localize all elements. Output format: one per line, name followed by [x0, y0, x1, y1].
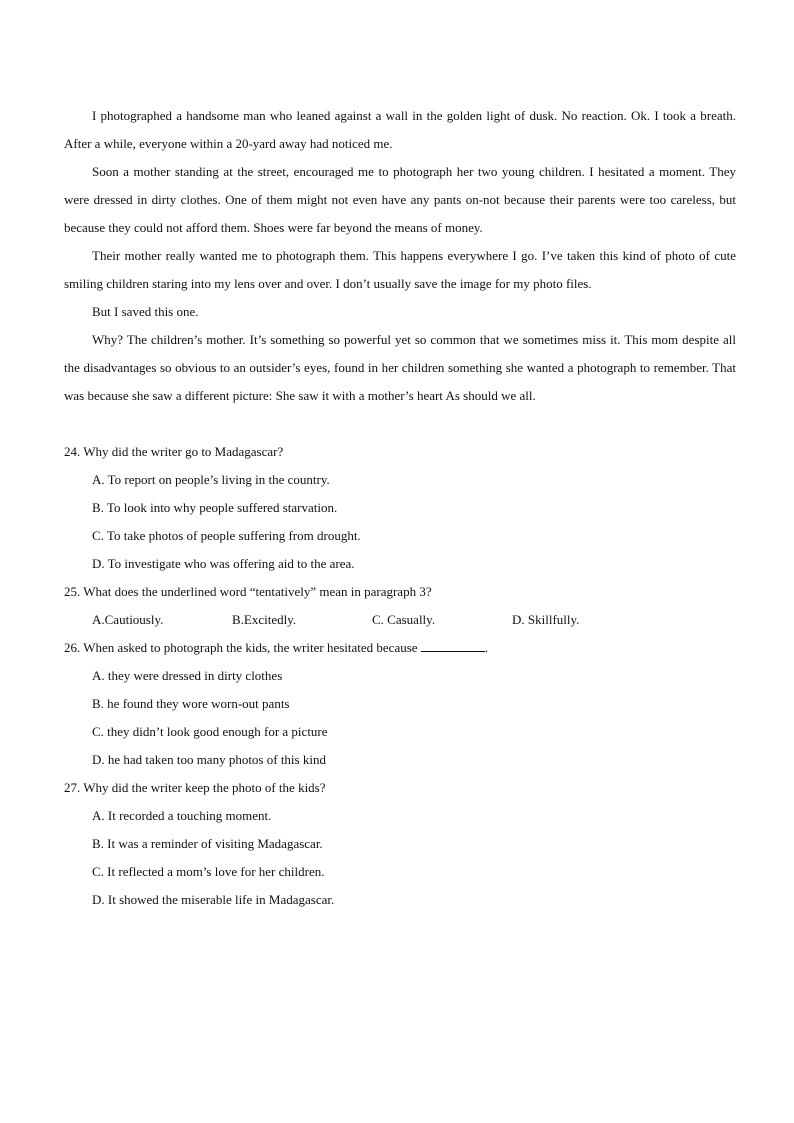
question-25-option-c: C. Casually.: [372, 612, 436, 627]
question-26-option-a: A. they were dressed in dirty clothes: [92, 668, 283, 683]
answer-blank: [421, 639, 485, 652]
question-26-stem-text: 26. When asked to photograph the kids, the writer hesitated because: [64, 640, 418, 655]
question-25-stem: 25. What does the underlined word “tentatively” mean in paragraph 3?: [64, 584, 432, 599]
question-26-stem-end: .: [484, 640, 489, 655]
question-24-option-c: C. To take photos of people suffering from drought.: [92, 528, 361, 543]
question-24-stem: 24. Why did the writer go to Madagascar?: [64, 444, 284, 459]
question-24-option-d: D. To investigate who was offering aid to the area.: [92, 556, 355, 571]
question-24-option-b: B. To look into why people suffered starvation.: [92, 500, 338, 515]
document-page: [64, 102, 736, 914]
passage-paragraph: I photographed a handsome man who leaned against a wall in the golden light of dusk. No reaction. Ok. I took a breath. After a while, everyone within a 20-yard away had noticed me.: [64, 108, 736, 151]
passage-paragraph: But I saved this one.: [92, 304, 199, 319]
question-25-option-d: D. Skillfully.: [512, 612, 580, 627]
question-24-option-a: A. To report on people’s living in the country.: [92, 472, 330, 487]
question-27-option-b: B. It was a reminder of visiting Madagascar.: [92, 836, 323, 851]
question-26-stem: [64, 634, 736, 662]
passage-paragraph: Why? The children’s mother. It’s something so powerful yet so common that we sometimes miss it. This mom despite all the disadvantages so obvious to an outsider’s eyes, found in her children something she wanted a photograph to remember. That was because she saw a different picture: She saw it with a mother’s heart As should we all.: [64, 332, 736, 403]
question-26-option-c: C. they didn’t look good enough for a picture: [92, 724, 328, 739]
question-27-option-a: A. It recorded a touching moment.: [92, 808, 272, 823]
section-gap: [64, 410, 736, 438]
question-25-option-b: B.Excitedly.: [232, 612, 297, 627]
question-25-option-a: A.Cautiously.: [92, 612, 164, 627]
passage-paragraph: Their mother really wanted me to photograph them. This happens everywhere I go. I’ve taken this kind of photo of cute smiling children staring into my lens over and over. I don’t usually save the image for my photo files.: [64, 248, 736, 291]
question-27-stem: 27. Why did the writer keep the photo of the kids?: [64, 780, 326, 795]
question-25-options: [64, 606, 736, 634]
question-27-option-c: C. It reflected a mom’s love for her children.: [92, 864, 325, 879]
question-26-option-d: D. he had taken too many photos of this kind: [92, 752, 326, 767]
question-27-option-d: D. It showed the miserable life in Madagascar.: [92, 892, 335, 907]
question-26-option-b: B. he found they wore worn-out pants: [92, 696, 290, 711]
passage-paragraph: Soon a mother standing at the street, encouraged me to photograph her two young children. I hesitated a moment. They were dressed in dirty clothes. One of them might not even have any pants on-not because their parents were too careless, but because they could not afford them. Shoes were far beyond the means of money.: [64, 164, 736, 235]
